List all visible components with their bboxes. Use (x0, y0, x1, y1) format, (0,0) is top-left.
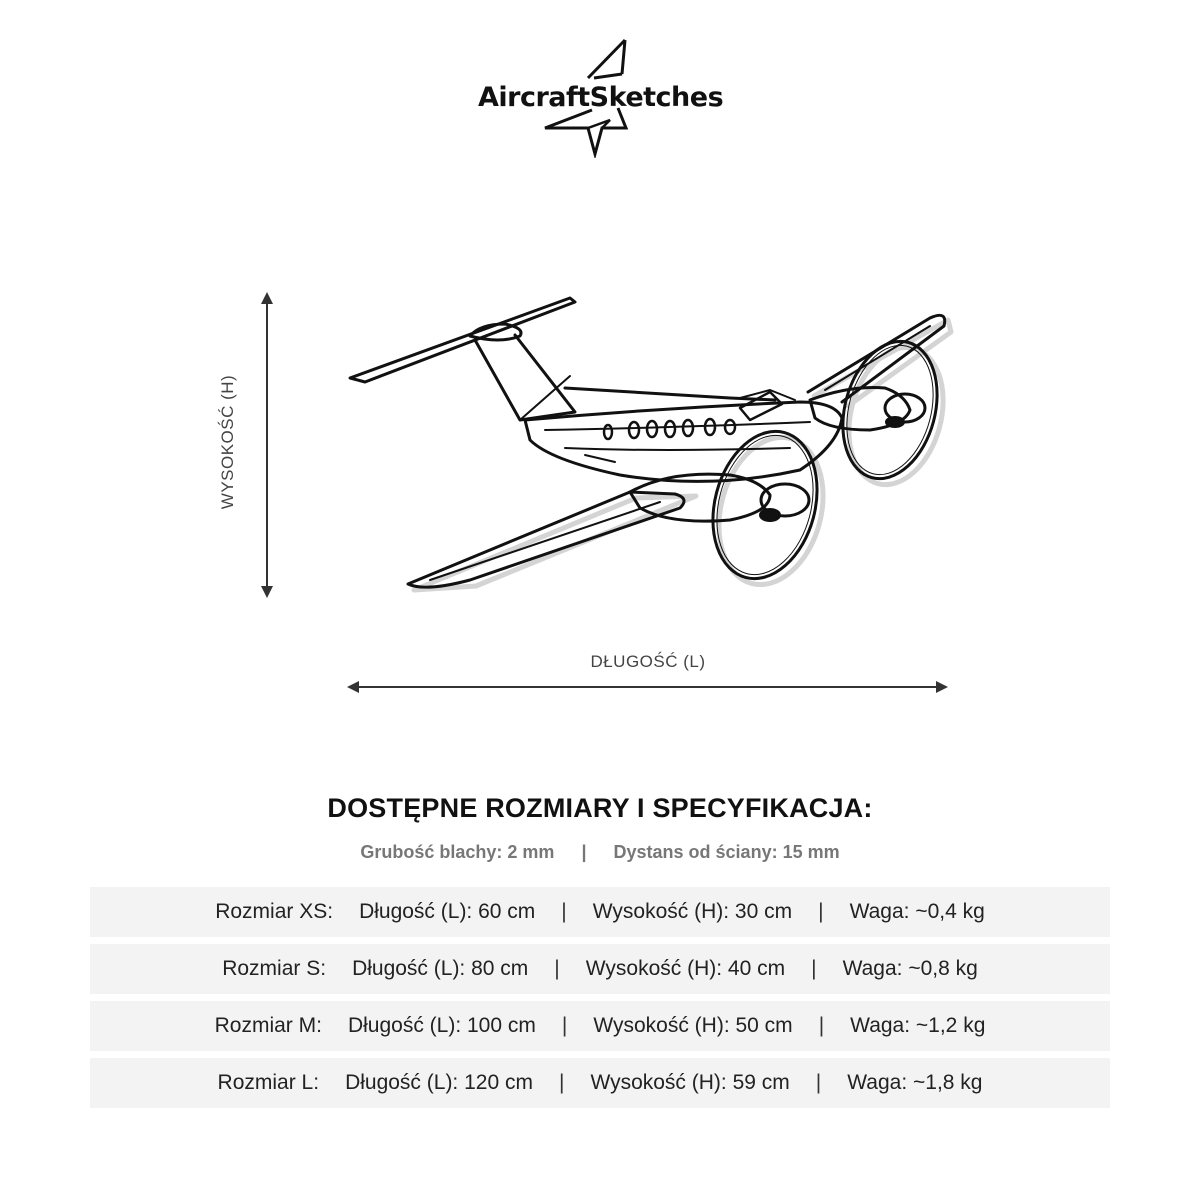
size-name: Rozmiar M: (214, 1014, 322, 1037)
size-length: Długość (L): 120 cm (345, 1071, 533, 1094)
twin-turboprop-aircraft-icon (330, 280, 970, 620)
spec-title: DOSTĘPNE ROZMIARY I SPECYFIKACJA: (327, 793, 873, 823)
length-dimension-arrow (345, 676, 950, 698)
size-height: Wysokość (H): 30 cm (592, 900, 793, 923)
size-row-s (90, 944, 1110, 994)
size-weight: Waga: ~0,4 kg (849, 900, 985, 923)
size-weight: Waga: ~1,2 kg (850, 1014, 986, 1037)
separator: | (561, 900, 567, 923)
size-row-l (90, 1058, 1110, 1108)
separator: | (558, 1071, 565, 1094)
separator: | (581, 842, 587, 862)
size-row-m (90, 1001, 1110, 1051)
separator: | (818, 1014, 825, 1037)
wall-distance: Dystans od ściany: 15 mm (613, 842, 840, 862)
size-row-xs (90, 887, 1110, 937)
size-height: Wysokość (H): 40 cm (585, 957, 786, 980)
spec-subtitle (0, 842, 1200, 863)
height-dimension-arrow (250, 290, 284, 600)
size-length: Długość (L): 100 cm (347, 1014, 536, 1037)
brand-logo-text: AircraftSketches (478, 82, 724, 113)
separator: | (554, 957, 560, 980)
separator: | (818, 900, 824, 923)
sheet-thickness: Grubość blachy: 2 mm (360, 842, 555, 862)
size-length: Długość (L): 80 cm (352, 957, 529, 980)
separator: | (811, 957, 817, 980)
size-weight: Waga: ~1,8 kg (847, 1071, 983, 1094)
length-dimension-label: DŁUGOŚĆ (L) (590, 652, 706, 671)
size-table (90, 887, 1110, 1115)
brand-logo (470, 38, 730, 158)
size-name: Rozmiar L: (217, 1071, 320, 1094)
height-dimension-label: WYSOKOŚĆ (H) (218, 374, 237, 510)
size-height: Wysokość (H): 50 cm (593, 1014, 793, 1037)
size-height: Wysokość (H): 59 cm (590, 1071, 790, 1094)
separator: | (561, 1014, 568, 1037)
size-name: Rozmiar S: (222, 957, 327, 980)
size-weight: Waga: ~0,8 kg (842, 957, 978, 980)
size-name: Rozmiar XS: (215, 900, 334, 923)
separator: | (815, 1071, 822, 1094)
size-length: Długość (L): 60 cm (359, 900, 536, 923)
